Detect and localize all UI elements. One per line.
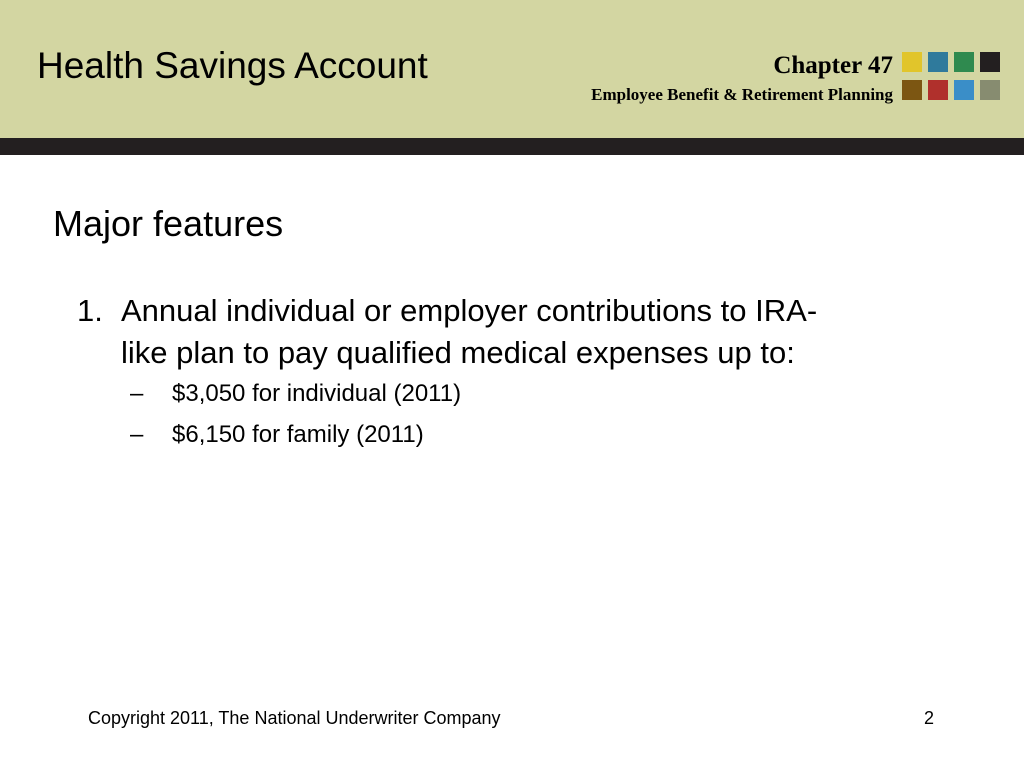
logo-square-brown bbox=[902, 80, 922, 100]
logo-square-red bbox=[928, 80, 948, 100]
list-item-text bbox=[121, 290, 921, 374]
list-item-number: 1. bbox=[77, 293, 103, 328]
dash-bullet: – bbox=[130, 380, 144, 407]
sub-list-item-text: $3,050 for individual (2011) bbox=[172, 380, 462, 407]
chapter-label: Chapter 47 bbox=[773, 52, 893, 79]
header-divider-bar bbox=[0, 138, 1024, 155]
logo-square-blue bbox=[928, 52, 948, 72]
page-number: 2 bbox=[924, 708, 935, 728]
logo-square-olive bbox=[980, 80, 1000, 100]
logo-square-black bbox=[980, 52, 1000, 72]
book-subtitle: Employee Benefit & Retirement Planning bbox=[591, 85, 893, 104]
sub-list-item-text: $6,150 for family (2011) bbox=[172, 421, 424, 448]
footer-copyright: Copyright 2011, The National Underwriter Company bbox=[88, 708, 501, 728]
section-heading: Major features bbox=[53, 203, 284, 244]
logo-square-yellow bbox=[902, 52, 922, 72]
logo-squares bbox=[902, 52, 1006, 104]
slide-title: Health Savings Account bbox=[37, 45, 428, 86]
list-item-line: Annual individual or employer contributions to IRA- bbox=[121, 293, 818, 328]
logo-square-light-blue bbox=[954, 80, 974, 100]
list-item-line: like plan to pay qualified medical expenses up to: bbox=[121, 335, 795, 370]
logo-square-green bbox=[954, 52, 974, 72]
dash-bullet: – bbox=[130, 421, 144, 448]
